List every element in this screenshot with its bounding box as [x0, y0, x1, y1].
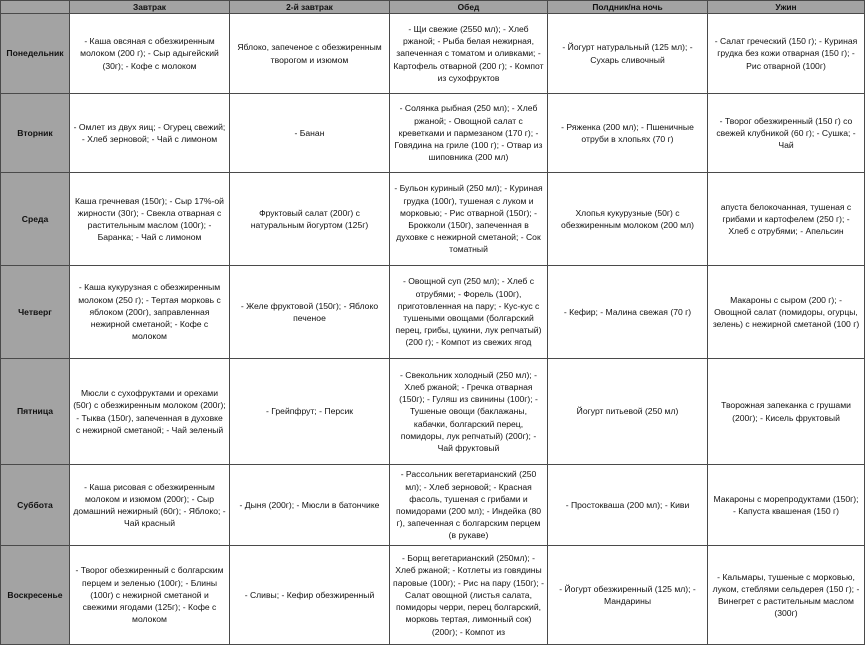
meal-cell-second-breakfast: - Сливы; - Кефир обезжиренный [230, 546, 390, 645]
meal-cell-breakfast: - Каша рисовая с обезжиренным молоком и изюмом (200г); - Сыр домашний нежирный (60г); - Яблоко; - Чай красный [70, 465, 230, 546]
meal-cell-breakfast: Каша гречневая (150г); - Сыр 17%-ой жирности (30г); - Свекла отварная с растительным маслом (100г); - Баранка; - Чай с лимоном [70, 173, 230, 266]
meal-cell-second-breakfast: - Дыня (200г); - Мюсли в батончике [230, 465, 390, 546]
meal-cell-second-breakfast: - Банан [230, 94, 390, 173]
meal-cell-breakfast: - Каша кукурузная с обезжиренным молоком (250 г); - Тертая морковь с яблоком (200г), заправленная нежирной сметаной; - Кофе с молоком [70, 266, 230, 359]
meal-cell-lunch: - Бульон куриный (250 мл); - Куриная грудка (100г), тушеная с луком и морковью; - Рис отварной (150г); - Брокколи (150г), запеченная в духовке с нежирной сметаной; - Сок томатный [390, 173, 548, 266]
meal-cell-second-breakfast: - Грейпфрут; - Персик [230, 359, 390, 465]
day-label: Суббота [0, 465, 70, 546]
meal-cell-lunch: - Свекольник холодный (250 мл); - Хлеб ржаной; - Гречка отварная (150г); - Гуляш из свинины (100г); - Тушеные овощи (баклажаны, кабачки, болгарский перец, помидоры, лук репчатый) (200г); - Чай фруктовый [390, 359, 548, 465]
meal-cell-breakfast: - Омлет из двух яиц; - Огурец свежий; - Хлеб зерновой; - Чай с лимоном [70, 94, 230, 173]
day-label: Воскресенье [0, 546, 70, 645]
day-label: Вторник [0, 94, 70, 173]
meal-cell-lunch: - Овощной суп (250 мл); - Хлеб с отрубями; - Форель (100г), приготовленная на пару; - Кус-кус с тушеными овощами (болгарский перец, грибы, цукини, лук репчатый) (200 г); - Компот из свежих ягод [390, 266, 548, 359]
header-lunch: Обед [390, 0, 548, 14]
meal-cell-snack: Хлопья кукурузные (50г) с обезжиренным молоком (200 мл) [548, 173, 708, 266]
meal-cell-breakfast: Мюсли с сухофруктами и орехами (50г) с обезжиренным молоком (200г); - Тыква (150г), запеченная в духовке с нежирной сметаной; - Чай зеленый [70, 359, 230, 465]
meal-cell-snack: - Йогурт обезжиренный (125 мл); - Мандарины [548, 546, 708, 645]
meal-cell-snack: - Ряженка (200 мл); - Пшеничные отруби в хлопьях (70 г) [548, 94, 708, 173]
meal-cell-dinner: - Салат греческий (150 г); - Куриная грудка без кожи отварная (150 г); - Рис отварной (100г) [708, 14, 865, 94]
meal-cell-dinner: Макароны с морепродуктами (150г); - Капуста квашеная (150 г) [708, 465, 865, 546]
meal-cell-dinner: Творожная запеканка с грушами (200г); - Кисель фруктовый [708, 359, 865, 465]
meal-cell-dinner: Макароны с сыром (200 г); - Овощной салат (помидоры, огурцы, зелень) с нежирной сметаной (100 г) [708, 266, 865, 359]
header-dinner: Ужин [708, 0, 865, 14]
day-label: Понедельник [0, 14, 70, 94]
meal-cell-snack: - Простокваша (200 мл); - Киви [548, 465, 708, 546]
meal-cell-dinner: - Творог обезжиренный (150 г) со свежей клубникой (60 г); - Сушка; - Чай [708, 94, 865, 173]
meal-cell-lunch: - Солянка рыбная (250 мл); - Хлеб ржаной; - Овощной салат с креветками и пармезаном (170 г); - Говядина на гриле (100 г); - Отвар из шиповника (200 мл) [390, 94, 548, 173]
meal-cell-lunch: - Борщ вегетарианский (250мл); - Хлеб ржаной; - Котлеты из говядины паровые (100г); - Рис на пару (150г); - Салат овощной (листья салата, помидоры черри, перец болгарский, морковь тертая, лимонный сок) (200г); - Компот из [390, 546, 548, 645]
header-snack: Полдник/на ночь [548, 0, 708, 14]
meal-cell-snack: - Кефир; - Малина свежая (70 г) [548, 266, 708, 359]
meal-cell-dinner: - Кальмары, тушеные с морковью, луком, стеблями сельдерея (150 г); - Винегрет с растительным маслом (300г) [708, 546, 865, 645]
header-second-breakfast: 2-й завтрак [230, 0, 390, 14]
meal-cell-breakfast: - Каша овсяная с обезжиренным молоком (200 г); - Сыр адыгейский (30г); - Кофе с молоком [70, 14, 230, 94]
meal-cell-lunch: - Щи свежие (2550 мл); - Хлеб ржаной; - Рыба белая нежирная, запеченная с томатом и оливками; - Картофель отварной (200 г); - Компот из сухофруктов [390, 14, 548, 94]
day-label: Четверг [0, 266, 70, 359]
meal-cell-snack: - Йогурт натуральный (125 мл); - Сухарь сливочный [548, 14, 708, 94]
meal-cell-snack: Йогурт питьевой (250 мл) [548, 359, 708, 465]
meal-cell-dinner: апуста белокочанная, тушеная с грибами и картофелем (250 г); - Хлеб с отрубями; - Апельсин [708, 173, 865, 266]
header-corner [0, 0, 70, 14]
meal-cell-second-breakfast: Яблоко, запеченое с обезжиренным творогом и изюмом [230, 14, 390, 94]
meal-cell-lunch: - Рассольник вегетарианский (250 мл); - Хлеб зерновой; - Красная фасоль, тушеная с грибами и помидорами (200 мл); - Индейка (80 г), запеченная с болгарским перцем (в рукаве) [390, 465, 548, 546]
day-label: Среда [0, 173, 70, 266]
meal-cell-second-breakfast: - Желе фруктовой (150г); - Яблоко печеное [230, 266, 390, 359]
day-label: Пятница [0, 359, 70, 465]
meal-cell-breakfast: - Творог обезжиренный с болгарским перцем и зеленью (100г); - Блины (100г) с нежирной сметаной и свежими ягодами (125г); - Кофе с молоком [70, 546, 230, 645]
meal-cell-second-breakfast: Фруктовый салат (200г) с натуральным йогуртом (125г) [230, 173, 390, 266]
header-breakfast: Завтрак [70, 0, 230, 14]
